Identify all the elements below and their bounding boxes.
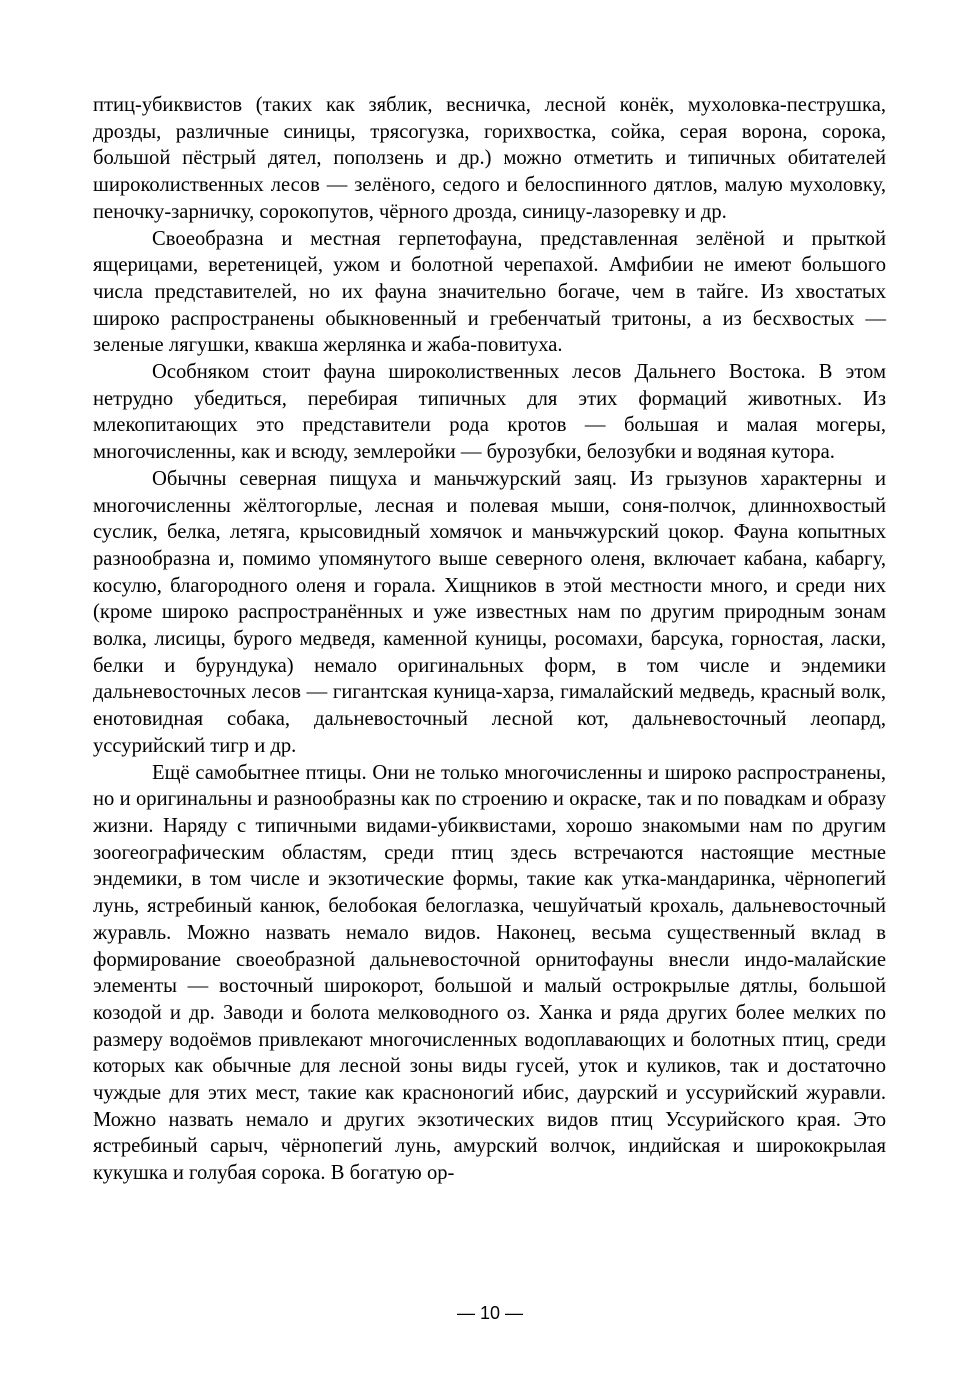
paragraph-2: Своеобразна и местная герпетофауна, представленная зелёной и прыткой ящерицами, веретеницей, ужом и болотной черепахой. Амфибии не имеют большого числа представителей, но их фауна значительно богаче, чем в тайге. Из хвостатых широко распространены обыкновенный и гребенчатый тритоны, а из бесхвостых — зеленые лягушки, квакша жерлянка и жаба-повитуха.: [93, 227, 886, 357]
paragraph-5: Ещё самобытнее птицы. Они не только многочисленны и широко распространены, но и оригинальны и разнообразны как по строению и окраске, так и по повадкам и образу жизни. Наряду с типичными видами-убиквистами, хорошо знакомыми нам по другим зоогеографическим областям, среди птиц здесь встречаются настоящие местные эндемики, в том числе и экзотические формы, такие как утка-мандаринка, чёрнопегий лунь, ястребиный канюк, белобокая белоглазка, чешуйчатый крохаль, дальневосточный журавль. Можно назвать немало видов. Наконец, весьма существенный вклад в формирование своеобразной дальневосточной орнитофауны внесли индо-малайские элементы — восточный широкорот, большой и малый острокрылые дятлы, большой козодой и др. Заводи и болота мелководного оз. Ханка и ряда других более мелких по размеру водоёмов привлекают многочисленных водоплавающих и болотных птиц, среди которых как обычные для лесной зоны виды гусей, уток и куликов, так и достаточно чуждые для этих мест, такие как красноногий ибис, даурский и уссурийский журавли. Можно назвать немало и других экзотических видов птиц Уссурийского края. Это ястребиный сарыч, чёрнопегий лунь, амурский волчок, индийская и ширококрылая кукушка и голубая сорока. В богатую ор-: [93, 761, 886, 1185]
paragraph-1: птиц-убиквистов (таких как зяблик, весничка, лесной конёк, мухоловка-пеструшка, дрозды, различные синицы, трясогузка, горихвостка, сойка, серая ворона, сорока, большой пёстрый дятел, поползень и др.) можно отметить и типичных обитателей широколиственных лесов — зелёного, седого и белоспинного дятлов, малую мухоловку, пеночку-зарничку, сорокопутов, чёрного дрозда, синицу-лазоревку и др.: [93, 94, 886, 223]
page-number: — 10 —: [456, 1303, 524, 1323]
body-text: [93, 92, 886, 1187]
paragraph-3: Особняком стоит фауна широколиственных лесов Дальнего Востока. В этом нетрудно убедиться, перебирая типичных для этих формаций животных. Из млекопитающих это представители рода кротов — большая и малая могеры, многочисленны, как и всюду, землеройки — бурозубки, белозубки и водяная кутора.: [93, 361, 886, 464]
paragraph-4: Обычны северная пищуха и маньчжурский заяц. Из грызунов характерны и многочисленны жёлтогорлые, лесная и полевая мыши, соня-полчок, длиннохвостый суслик, белка, летяга, крысовидный хомячок и маньчжурский цокор. Фауна копытных разнообразна и, помимо упомянутого выше северного оленя, включает кабана, кабаргу, косулю, благородного оленя и горала. Хищников в этой местности много, и среди них (кроме широко распространённых и уже известных нам по другим природным зонам волка, лисицы, бурого медведя, каменной куницы, росомахи, барсука, горностая, ласки, белки и бурундука) немало оригинальных форм, в том числе и эндемики дальневосточных лесов — гигантская куница-харза, гималайский медведь, красный волк, енотовидная собака, дальневосточный лесной кот, дальневосточный леопард, уссурийский тигр и др.: [93, 467, 886, 757]
